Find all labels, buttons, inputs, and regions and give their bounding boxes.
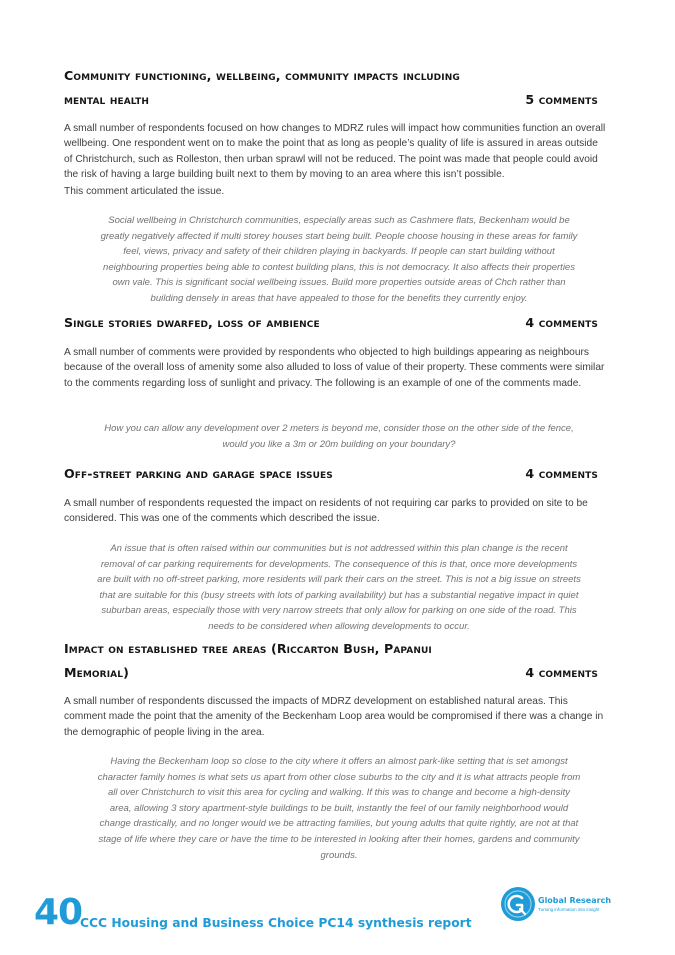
- comment-count: 5 comments: [525, 92, 598, 107]
- section-heading-single-stories: [64, 311, 598, 335]
- global-research-logo: [500, 886, 610, 922]
- quoted-comment: Social wellbeing in Christchurch communities, especially areas such as Cashmere flats, Beckenham would be greatly negatively affected if multi storey houses start being built. People choose housing in these areas for family feel, views, privacy and safety of their children playing in backyards. If people can start building without neighbouring properties being able to contest building plans, this is not democracy. It also affects their properties own vale. This is significant social wellbeing issues. Build more properties outside areas of Chch rather than building densely in areas that have appealed to those for the benefits they currently enjoy.: [100, 215, 578, 304]
- section-heading-text: Memorial): [64, 665, 129, 680]
- logo-tagline: Turning information into insight: [538, 907, 600, 912]
- section-paragraph: This comment articulated the issue.: [64, 186, 225, 197]
- section-heading-text: mental health: [64, 92, 150, 107]
- logo-name: Global Research: [538, 896, 612, 905]
- section-heading-tree-areas: [64, 637, 598, 685]
- section-paragraph: A small number of respondents focused on how changes to MDRZ rules will impact how communities function an overall wellbeing. One respondent went on to make the point that as long as people’s quality of life is assured in areas outside of Christchurch, such as Rolleston, then urban sprawl will not be reduced. The point was made that people could avoid the risk of having a large building built next to them by moving to an area where this isn’t possible.: [64, 123, 606, 181]
- page-number: 40: [34, 892, 83, 933]
- comment-count: 4 comments: [525, 665, 598, 680]
- section-heading-off-street-parking: [64, 462, 598, 486]
- section-paragraph: A small number of comments were provided by respondents who objected to high buildings appearing as neighbours because of the overall loss of amenity some also alluded to loss of value of their property. These comments were similar to the comments regarding loss of sunlight and privacy. The following is an example of one of the comments made.: [64, 347, 605, 389]
- section-heading-community-functioning: [64, 64, 598, 112]
- section-paragraph: A small number of respondents requested the impact on residents of not requiring car parks to provided on site to be considered. This was one of the comments which described the issue.: [64, 498, 588, 525]
- global-research-logo-icon: [500, 886, 536, 922]
- comment-count: 4 comments: [525, 466, 598, 481]
- section-heading-text: Off-street parking and garage space issues: [64, 466, 333, 481]
- section-heading-text: Impact on established tree areas (Riccarton Bush, Papanui: [64, 641, 432, 656]
- comment-count: 4 comments: [525, 315, 598, 330]
- footer-report-title: CCC Housing and Business Choice PC14 synthesis report: [80, 916, 472, 930]
- quoted-comment: How you can allow any development over 2 meters is beyond me, consider those on the other side of the fence, would you like a 3m or 20m building on your boundary?: [104, 423, 574, 450]
- quoted-comment: Having the Beckenham loop so close to the city where it offers an almost park-like setting that is set amongst character family homes is what sets us apart from other close suburbs to the city and it is what attracts people from all over Christchurch to visit this area for cycling and walking. If this was to change and become a high-density area, allowing 3 story apartment-style buildings to be built, instantly the feel of our family neighborhood would change drastically, and no longer would we be attracting families, but young adults that quite rightly, are not at that stage of life where they care or have the time to be interested in looking after their homes, gardens and community grounds.: [97, 756, 581, 861]
- section-paragraph: A small number of respondents discussed the impacts of MDRZ development on established natural areas. This comment made the point that the amenity of the Beckenham Loop area would be compromised if there was a change in the demographic of people living in the area.: [64, 696, 604, 738]
- section-heading-text: Single stories dwarfed, loss of ambience: [64, 315, 320, 330]
- section-heading-text: Community functioning, wellbeing, community impacts including: [64, 68, 460, 83]
- quoted-comment: An issue that is often raised within our communities but is not addressed within this plan change is the recent removal of car parking requirements for developments. The consequence of this is that, once more developments are built with no off-street parking, more residents will park their cars on the street. This is not a big issue on streets that are suitable for this (busy streets with lots of parking availability) but has a substantial negative impact in quiet suburban areas, especially those with very narrow streets that only allow for parking on one side of the road. This needs to be considered when allowing developments to occur.: [97, 543, 581, 632]
